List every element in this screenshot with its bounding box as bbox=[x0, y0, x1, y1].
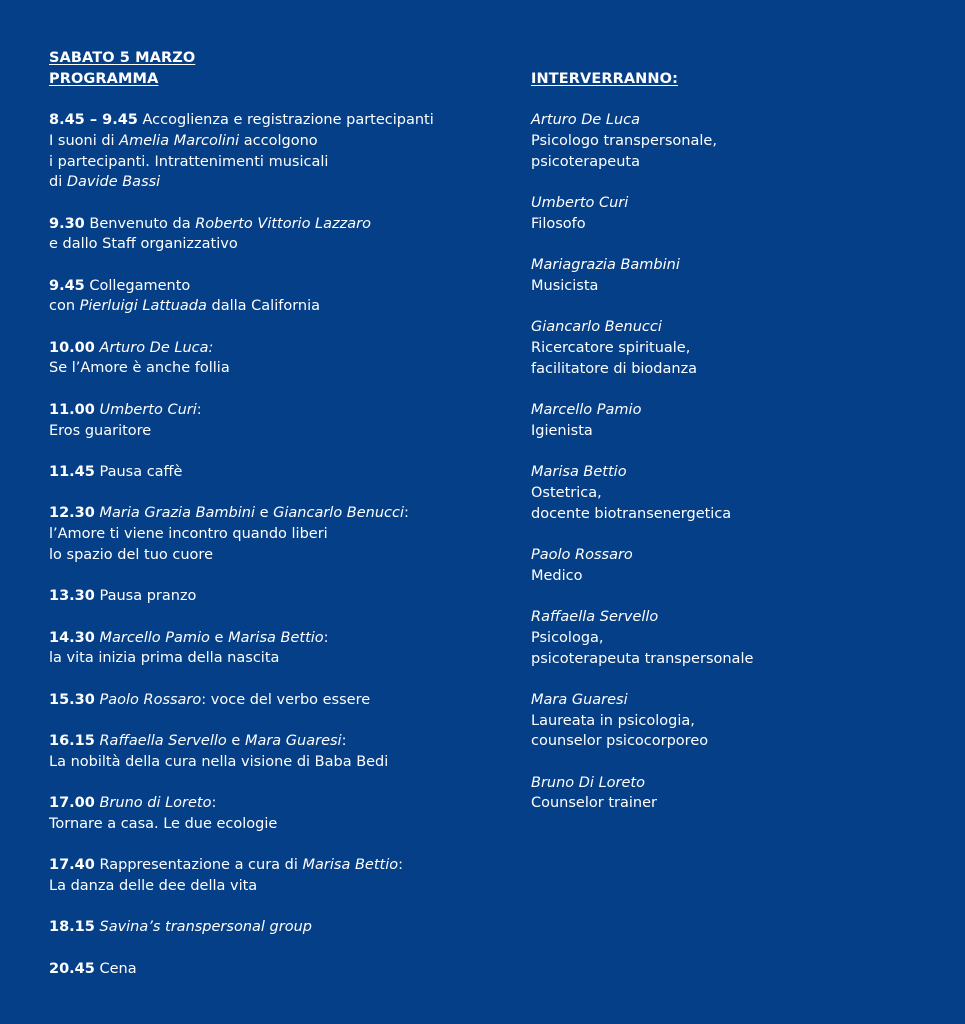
speaker-role: Ricercatore spirituale, bbox=[531, 340, 691, 357]
speakers-title: INTERVERRANNO: bbox=[531, 71, 678, 87]
program-item-line bbox=[49, 234, 489, 255]
program-item-line bbox=[49, 400, 489, 421]
program-time: 11.00 bbox=[49, 401, 95, 418]
speaker-item bbox=[531, 317, 951, 379]
program-item-line bbox=[49, 296, 489, 317]
program-text: : bbox=[211, 795, 217, 812]
program-item-line bbox=[49, 462, 489, 483]
speaker-role: Ostetrica, bbox=[531, 484, 602, 501]
program-item-line bbox=[49, 731, 489, 752]
speaker-name: Giancarlo Benucci bbox=[531, 319, 662, 336]
program-text: : bbox=[398, 857, 403, 874]
program-time: 14.30 bbox=[49, 629, 95, 646]
program-text: accolgono bbox=[239, 132, 318, 149]
program-text: Cena bbox=[94, 960, 137, 977]
program-person-name: Paolo Rossaro bbox=[99, 691, 202, 708]
program-text: Rappresentazione a cura di bbox=[94, 857, 303, 874]
speaker-role: psicoterapeuta transpersonale bbox=[531, 650, 754, 667]
program-item bbox=[49, 855, 489, 896]
program-text: Accoglienza e registrazione partecipanti bbox=[137, 112, 434, 129]
program-text: Benvenuto da bbox=[84, 215, 196, 232]
speaker-name: Arturo De Luca bbox=[531, 112, 641, 129]
program-person-name: Marisa Bettio bbox=[302, 857, 399, 874]
program-text: l’Amore ti viene incontro quando liberi bbox=[49, 526, 328, 543]
speaker-role: Psicologa, bbox=[531, 629, 604, 646]
program-item-line bbox=[49, 524, 489, 545]
program-text: Pausa caffè bbox=[94, 463, 183, 480]
program-person-name: Davide Bassi bbox=[66, 174, 161, 191]
speaker-role: Psicologo transpersonale, bbox=[531, 133, 717, 150]
program-text: e dallo Staff organizzativo bbox=[49, 236, 238, 253]
program-item bbox=[49, 959, 489, 980]
program-text: : bbox=[404, 505, 409, 522]
program-item-line bbox=[49, 586, 489, 607]
program-person-name: Amelia Marcolini bbox=[119, 132, 240, 149]
speakers-column bbox=[531, 69, 951, 814]
program-list bbox=[49, 110, 489, 979]
speaker-item bbox=[531, 400, 951, 441]
program-item-line bbox=[49, 421, 489, 442]
program-item-line bbox=[49, 959, 489, 980]
program-person-name: Roberto Vittorio Lazzaro bbox=[195, 215, 371, 232]
program-item-line bbox=[49, 793, 489, 814]
speaker-name: Raffaella Servello bbox=[531, 609, 659, 626]
speaker-item bbox=[531, 607, 951, 669]
program-item bbox=[49, 110, 489, 193]
speaker-name: Marisa Bettio bbox=[531, 464, 627, 481]
program-person-name: Umberto Curi bbox=[99, 401, 197, 418]
program-person-name: Marisa Bettio bbox=[228, 629, 324, 646]
program-item bbox=[49, 586, 489, 607]
speaker-role: Musicista bbox=[531, 277, 599, 294]
program-item-line bbox=[49, 358, 489, 379]
program-time: 9.30 bbox=[49, 215, 85, 232]
program-text: : bbox=[323, 629, 329, 646]
program-item-line bbox=[49, 876, 489, 897]
program-time: 9.45 bbox=[49, 277, 85, 294]
speaker-role: Medico bbox=[531, 567, 583, 584]
program-text: Eros guaritore bbox=[49, 422, 152, 439]
program-item bbox=[49, 793, 489, 834]
program-item-line bbox=[49, 172, 489, 193]
program-item-line bbox=[49, 545, 489, 566]
speaker-name: Mara Guaresi bbox=[531, 691, 628, 708]
program-text: lo spazio del tuo cuore bbox=[49, 546, 213, 563]
program-item-line bbox=[49, 814, 489, 835]
program-column bbox=[49, 48, 489, 979]
program-person-name: Bruno di Loreto bbox=[99, 795, 212, 812]
speaker-name: Umberto Curi bbox=[531, 195, 629, 212]
program-text: Pausa pranzo bbox=[94, 588, 197, 605]
program-item bbox=[49, 276, 489, 317]
program-item bbox=[49, 462, 489, 483]
speaker-name: Paolo Rossaro bbox=[531, 547, 633, 564]
speaker-item bbox=[531, 110, 951, 172]
speaker-name: Bruno Di Loreto bbox=[531, 774, 645, 791]
program-item bbox=[49, 503, 489, 565]
program-text: e bbox=[209, 629, 229, 646]
program-text: La nobiltà della cura nella visione di Baba Bedi bbox=[49, 753, 389, 770]
program-item-line bbox=[49, 276, 489, 297]
program-item bbox=[49, 400, 489, 441]
speaker-role: Counselor trainer bbox=[531, 795, 657, 812]
program-text: : bbox=[196, 401, 202, 418]
program-time: 18.15 bbox=[49, 919, 95, 936]
program-text: Se l’Amore è anche follia bbox=[49, 360, 230, 377]
program-item-line bbox=[49, 214, 489, 235]
program-item-line bbox=[49, 752, 489, 773]
program-time: 10.00 bbox=[49, 339, 95, 356]
speaker-item bbox=[531, 462, 951, 524]
program-item-line bbox=[49, 131, 489, 152]
program-item bbox=[49, 917, 489, 938]
program-text: e bbox=[255, 505, 274, 522]
program-person-name: Maria Grazia Bambini bbox=[99, 505, 255, 522]
program-text: Tornare a casa. Le due ecologie bbox=[49, 815, 278, 832]
speaker-name: Marcello Pamio bbox=[531, 402, 642, 419]
program-time: 16.15 bbox=[49, 733, 95, 750]
speaker-item bbox=[531, 690, 951, 752]
program-text: I suoni di bbox=[49, 132, 120, 149]
program-item-line bbox=[49, 338, 489, 359]
program-item bbox=[49, 214, 489, 255]
program-item bbox=[49, 731, 489, 772]
program-text: e bbox=[226, 733, 245, 750]
program-item-line bbox=[49, 690, 489, 711]
program-time: 13.30 bbox=[49, 588, 95, 605]
program-text: Collegamento bbox=[84, 277, 191, 294]
speaker-role: Filosofo bbox=[531, 215, 586, 232]
speaker-item bbox=[531, 773, 951, 814]
program-item-line bbox=[49, 152, 489, 173]
program-item bbox=[49, 690, 489, 711]
program-item-line bbox=[49, 628, 489, 649]
program-item-line bbox=[49, 917, 489, 938]
program-item bbox=[49, 628, 489, 669]
program-text: La danza delle dee della vita bbox=[49, 877, 258, 894]
program-item-line bbox=[49, 648, 489, 669]
program-time: 20.45 bbox=[49, 960, 95, 977]
program-person-name: Raffaella Servello bbox=[99, 733, 227, 750]
program-text: : bbox=[341, 733, 347, 750]
program-text: i partecipanti. Intrattenimenti musicali bbox=[49, 153, 329, 170]
program-day: SABATO 5 MARZO bbox=[49, 50, 196, 66]
speaker-role: counselor psicocorporeo bbox=[531, 733, 709, 750]
program-time: 17.00 bbox=[49, 795, 95, 812]
speaker-role: Igienista bbox=[531, 422, 593, 439]
program-time: 12.30 bbox=[49, 505, 95, 522]
program-time: 15.30 bbox=[49, 691, 95, 708]
program-person-name: Arturo De Luca: bbox=[99, 339, 214, 356]
program-text: di bbox=[49, 174, 67, 191]
program-text: : voce del verbo essere bbox=[201, 691, 371, 708]
program-person-name: Savina’s transpersonal group bbox=[99, 919, 312, 936]
speaker-name: Mariagrazia Bambini bbox=[531, 257, 680, 274]
program-time: 17.40 bbox=[49, 857, 95, 874]
program-time: 11.45 bbox=[49, 463, 95, 480]
speaker-role: docente biotransenergetica bbox=[531, 505, 732, 522]
speaker-role: facilitatore di biodanza bbox=[531, 360, 698, 377]
program-text: la vita inizia prima della nascita bbox=[49, 650, 280, 667]
speaker-role: Laureata in psicologia, bbox=[531, 712, 695, 729]
program-text: con bbox=[49, 298, 80, 315]
program-item-line bbox=[49, 855, 489, 876]
speaker-role: psicoterapeuta bbox=[531, 153, 640, 170]
program-person-name: Mara Guaresi bbox=[244, 733, 342, 750]
speaker-item bbox=[531, 193, 951, 234]
program-time: 8.45 – 9.45 bbox=[49, 112, 138, 129]
program-item-line bbox=[49, 503, 489, 524]
program-person-name: Pierluigi Lattuada bbox=[79, 298, 207, 315]
speaker-item bbox=[531, 545, 951, 586]
program-person-name: Marcello Pamio bbox=[99, 629, 210, 646]
program-text: dalla California bbox=[206, 298, 321, 315]
program-person-name: Giancarlo Benucci bbox=[273, 505, 405, 522]
program-title: PROGRAMMA bbox=[49, 70, 159, 87]
speaker-list bbox=[531, 110, 951, 814]
program-item-line bbox=[49, 110, 489, 131]
speaker-item bbox=[531, 255, 951, 296]
program-item bbox=[49, 338, 489, 379]
